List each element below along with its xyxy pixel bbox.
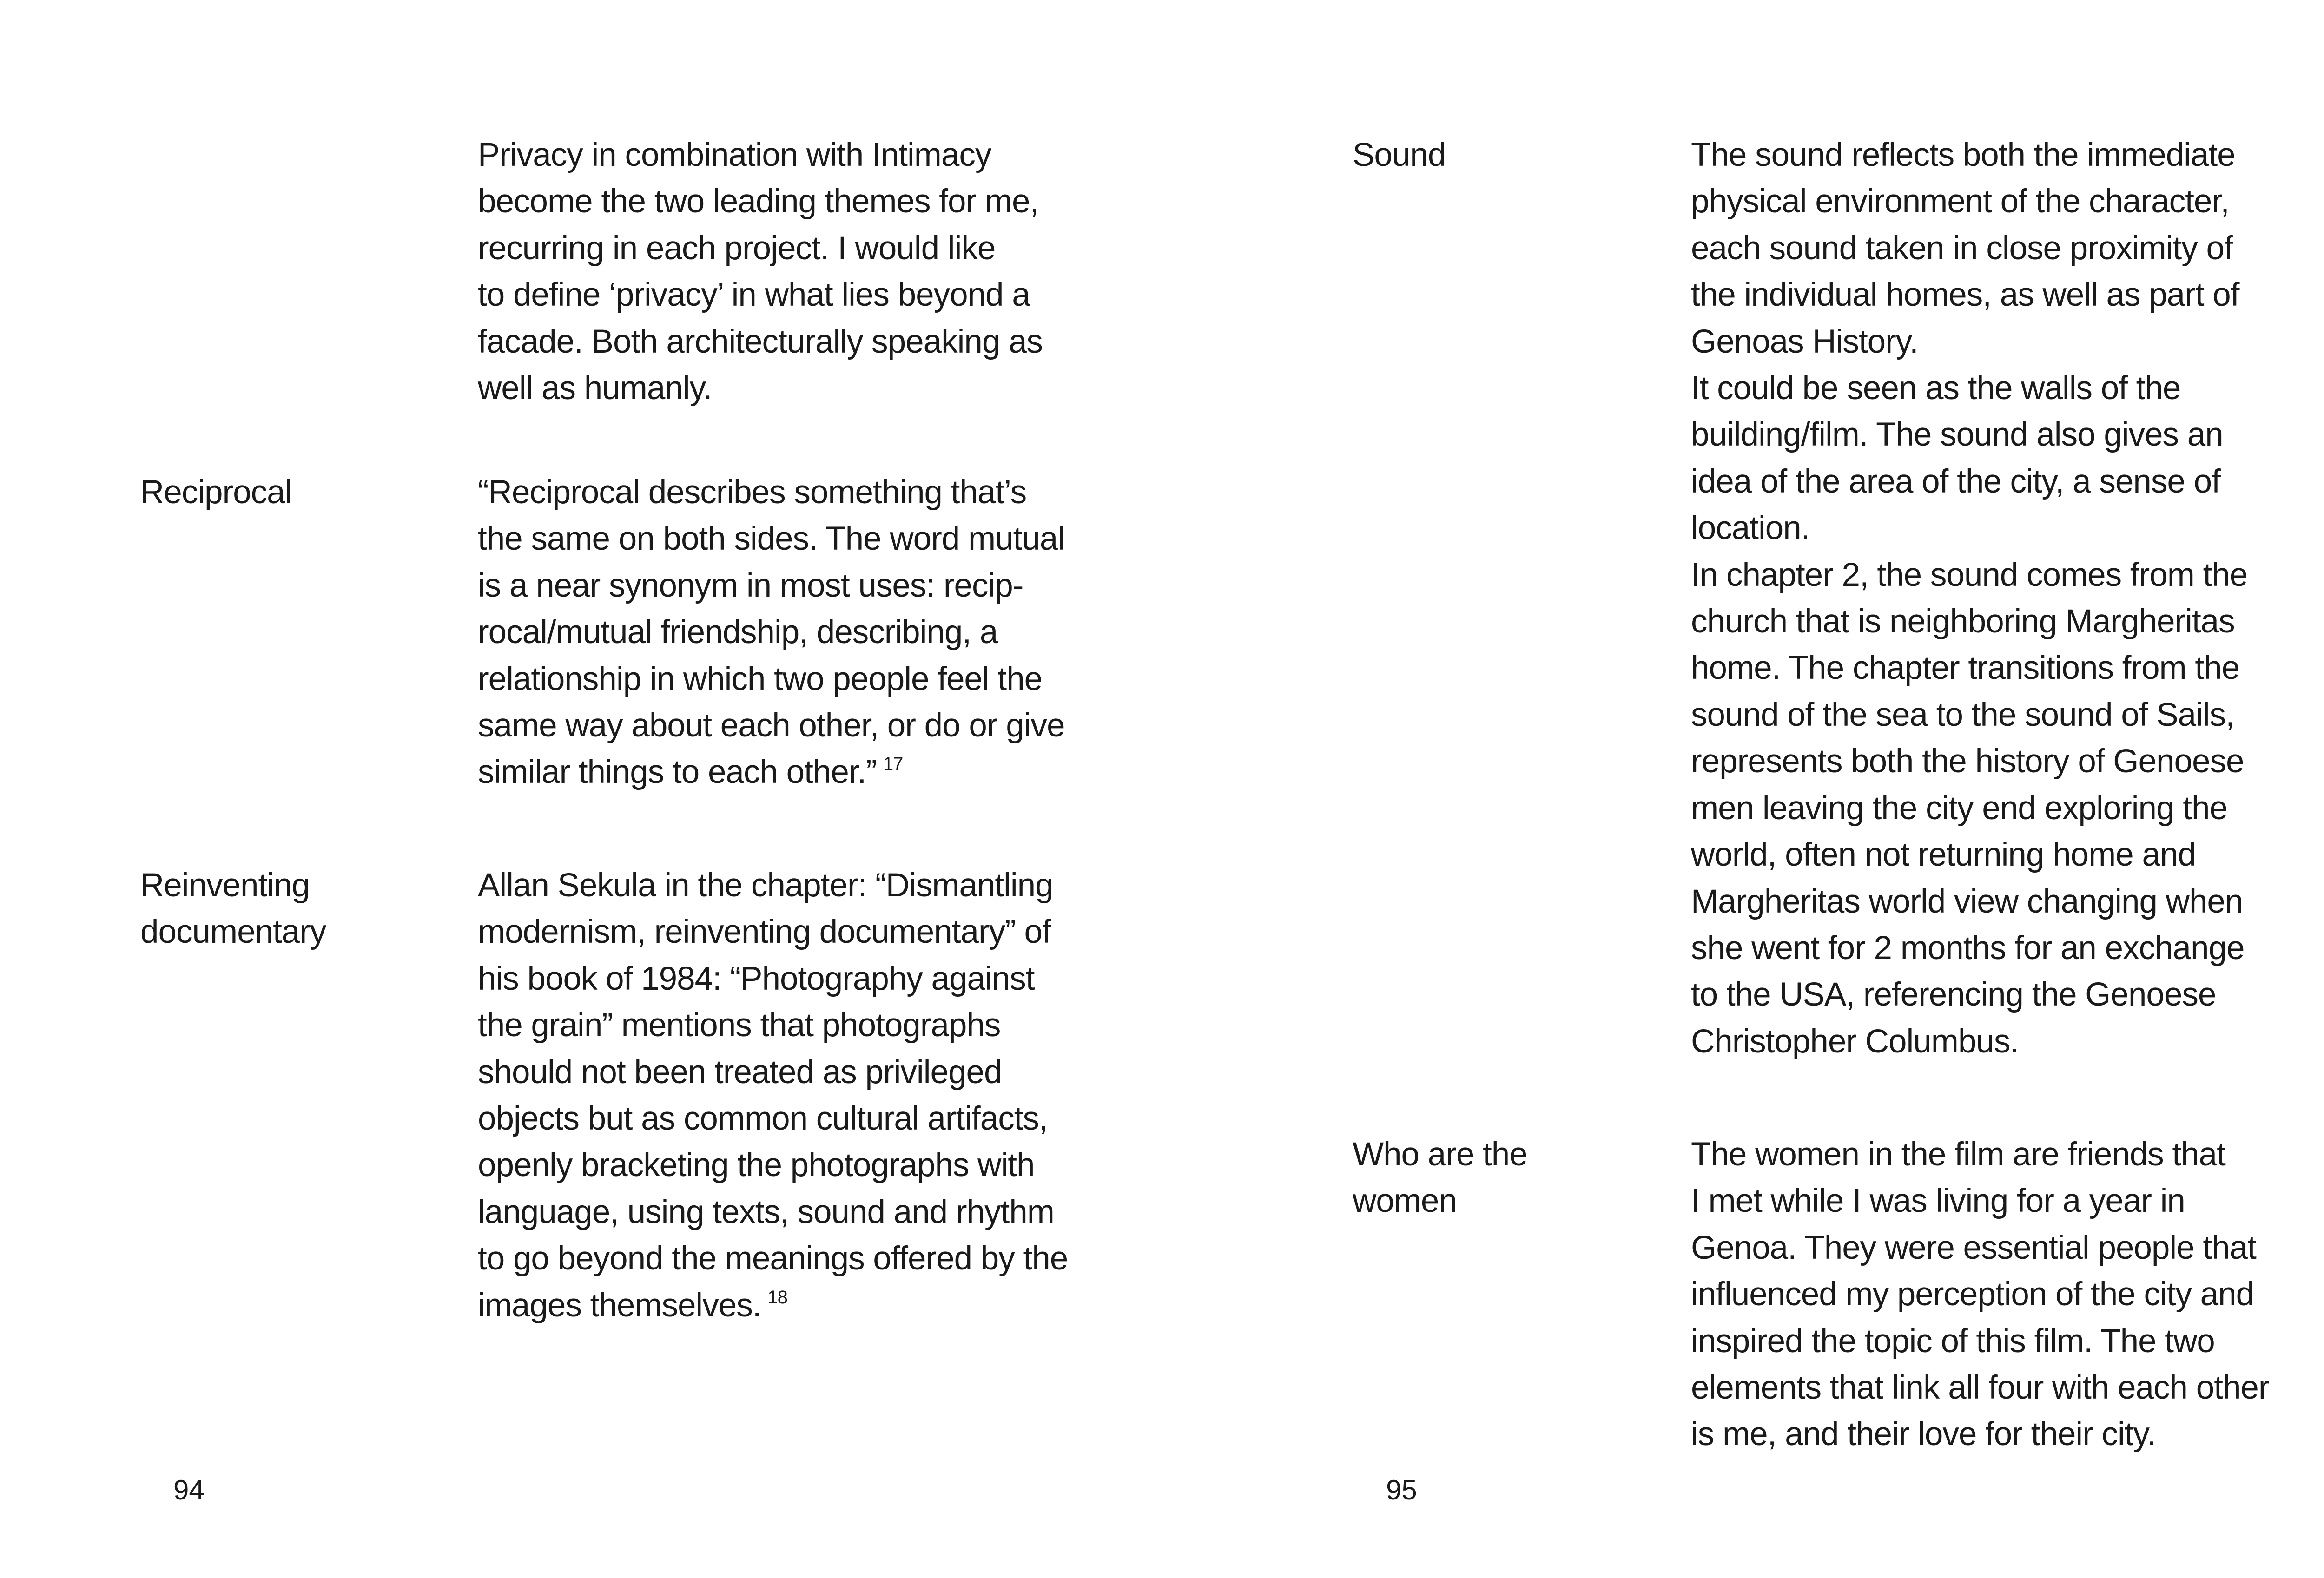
- footnote-marker: 18: [767, 1287, 787, 1308]
- term-reinventing-documentary: Reinventing documentary: [140, 867, 326, 950]
- reinventing-paragraph: [478, 862, 1091, 1329]
- sound-paragraph: The sound reflects both the immediate physical environment of the character, each sound taken in close proximity of the individual homes, as well as part of Genoas History. It could be seen as the walls of the building/film. The sound also gives an idea of the area of the city, a sense of location. In chapter 2, the sound comes from the church that is neighboring Margheritas home. The chapter transitions from the sound of the sea to the sound of Sails, represents both the history of Genoese men leaving the city end exploring the world, often not returning home and Margheritas world view changing when she went for 2 months for an exchange to the USA, referencing the Genoese Christopher Columbus.: [1691, 137, 2248, 1060]
- term-who-are-the-women: Who are the women: [1353, 1136, 1527, 1219]
- intro-paragraph: Privacy in combination with Intimacy become the two leading themes for me, recurring in each project. I would like to define ‘privacy’ in what lies beyond a facade. Both architecturally speaking as well as humanly.: [478, 137, 1043, 407]
- term-sound: Sound: [1353, 137, 1446, 173]
- reciprocal-paragraph: [478, 469, 1091, 796]
- page-number: 94: [173, 1474, 205, 1506]
- term-reciprocal: Reciprocal: [140, 474, 292, 511]
- reciprocal-text: “Reciprocal describes something that’s the same on both sides. The word mutual is a near synonym in most uses: recip- rocal/mutual friendship, describing, a relationship in which two people feel the same way about each other, or do or give similar things to each other.”: [478, 474, 1065, 791]
- reinventing-text: Allan Sekula in the chapter: “Dismantling modernism, reinventing documentary” of his book of 1984: “Photography against the grain” mentions that photographs should not been treated as privileged objects but as common cultural artifacts, openly bracketing the photographs with language, using texts, sound and rhythm to go beyond the meanings offered by the images themselves.: [478, 867, 1068, 1324]
- women-paragraph: The women in the film are friends that I met while I was living for a year in Genoa. They were essential people that influenced my perception of the city and inspired the topic of this film. The two elements that link all four with each other is me, and their love for their city.: [1691, 1136, 2269, 1453]
- footnote-marker: 17: [883, 754, 903, 775]
- right-page: [1208, 0, 2324, 1578]
- page-number: 95: [1386, 1474, 1417, 1506]
